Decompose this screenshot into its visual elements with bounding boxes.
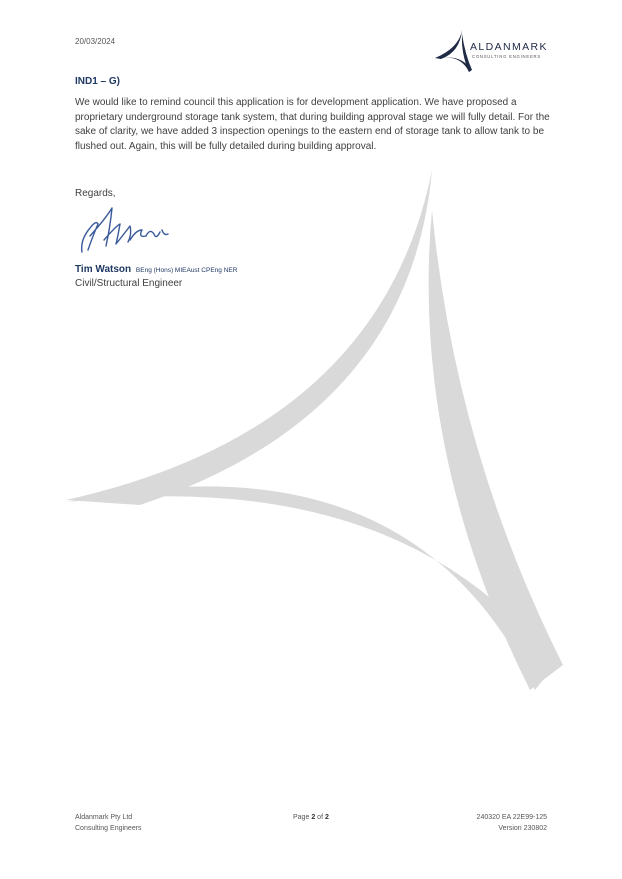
logo-tagline: CONSULTING ENGINEERS [472, 54, 541, 59]
footer-company-sub: Consulting Engineers [75, 825, 142, 832]
page-of: of [317, 814, 324, 821]
signer-role: Civil/Structural Engineer [75, 278, 183, 289]
page-total: 2 [324, 814, 329, 821]
footer-version: Version 230802 [498, 825, 547, 832]
handwritten-signature [76, 200, 176, 258]
logo-wordmark: ALDANMARK [470, 41, 548, 53]
footer-company [75, 812, 142, 834]
triangle-logo-icon [432, 28, 474, 74]
section-heading: IND1 – G) [75, 76, 121, 87]
document-date: 20/03/2024 [75, 37, 116, 46]
closing-salutation: Regards, [75, 188, 116, 199]
signer-qualifications: BEng (Hons) MIEAust CPEng NER [135, 267, 238, 274]
signer-line [75, 264, 237, 275]
footer-reference-number: 240320 EA 22E99-125 [476, 814, 547, 821]
page-current: 2 [311, 814, 316, 821]
footer-reference [477, 812, 547, 834]
footer-page-number [293, 812, 329, 823]
page-prefix: Page [293, 814, 310, 821]
body-paragraph: We would like to remind council this application is for development application. We have proposed a proprietary underground storage tank system, that during building approval stage we will fully detail. For the sake of clarity, we have added 3 inspection openings to the eastern end of storage tank to allow tank to be flushed out. Again, this will be fully detailed during building approval. [75, 97, 550, 152]
footer-company-name: Aldanmark Pty Ltd [75, 814, 133, 821]
company-logo [432, 28, 562, 74]
signer-name: Tim Watson [75, 264, 132, 275]
